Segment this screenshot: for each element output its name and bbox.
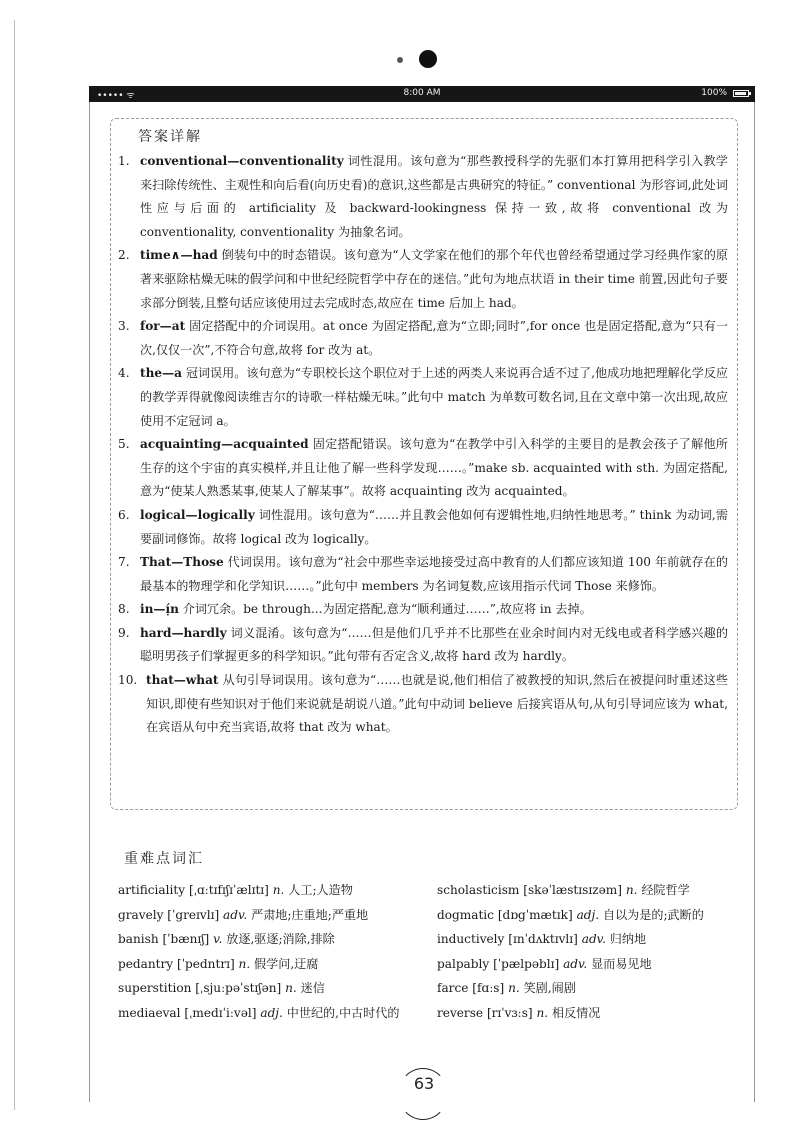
- vocab-entry: [437, 976, 739, 1001]
- answer-correction: That—Those: [140, 555, 224, 570]
- vocab-pos: adv.: [581, 932, 606, 947]
- answer-list: [118, 150, 728, 740]
- vocab-meaning: 经院哲学: [641, 883, 690, 897]
- vocab-ipa: [rɪˈvɜːs]: [486, 1005, 533, 1020]
- answer-correction: the—a: [140, 366, 183, 381]
- vocab-ipa: [ˌmedɪˈiːvəl]: [184, 1005, 257, 1020]
- vocab-meaning: 人工;人造物: [288, 883, 353, 897]
- vocab-meaning: 中世纪的,中古时代的: [286, 1005, 400, 1020]
- answer-correction: hard—hardly: [140, 625, 227, 640]
- answer-explanation: 从句引导词误用。该句意为“……也就是说,他们相信了被教授的知识,然后在被提问时重述这些知识,即使有些知识对于他们来说就是胡说八道。”此句中动词 believe 后接宾语从句,从句引导词应该为 what,在宾语从句中充当宾语,故将 that 改为 what。: [146, 673, 728, 735]
- vocab-ipa: [ˌɑːtɪfɪʃɪˈælɪtɪ]: [188, 883, 269, 897]
- status-time: 8:00 AM: [403, 88, 441, 98]
- vocab-pos: n.: [536, 1005, 549, 1020]
- status-bar: [89, 86, 755, 102]
- vocab-word: inductively: [437, 932, 505, 947]
- answer-item: [118, 551, 728, 598]
- answer-number: 3.: [118, 319, 130, 334]
- vocab-pos: n.: [625, 883, 638, 897]
- page-number: 63: [413, 1074, 435, 1093]
- vocab-entry: [118, 1001, 418, 1026]
- vocab-pos: adv.: [223, 907, 248, 922]
- vocab-word: pedantry: [118, 956, 174, 971]
- answer-explanation: 词性混用。该句意为“那些教授科学的先驱们本打算用把科学引入教学来扫除传统性、主观性和向后看(向历史看)的意识,这些都是古典研究的特征。” conventional 为形容词,此处词性应与后面的 artificiality 及 backward-lookingness 保持一致,故将 conventional 改为 conventionality, conventionality 为抽象名词。: [140, 154, 728, 239]
- vocab-ipa: [ˈbænɪʃ]: [162, 932, 210, 947]
- vocab-word: farce: [437, 981, 469, 996]
- answer-number: 1.: [118, 154, 130, 168]
- answer-correction: conventional—conventionality: [140, 154, 344, 168]
- answer-correction: that—what: [146, 673, 219, 688]
- answer-explanation: 代词误用。该句意为“社会中那些幸运地接受过高中教育的人们都应该知道 100 年前就存在的最基本的物理学和化学知识……。”此句中 members 为名词复数,应该用指示代词 Those 来修饰。: [140, 555, 728, 593]
- vocab-pos: n.: [508, 981, 520, 996]
- vocab-entry: [437, 878, 739, 903]
- vocab-entry: [118, 903, 418, 928]
- answer-number: 10.: [118, 673, 138, 688]
- vocab-pos: n.: [272, 883, 285, 897]
- vocab-entry: [437, 903, 739, 928]
- answer-item: [118, 622, 728, 669]
- vocab-word: artificiality: [118, 883, 186, 897]
- answer-number: 4.: [118, 366, 130, 381]
- vocab-list-right: [437, 878, 739, 1026]
- vocab-word: dogmatic: [437, 907, 494, 922]
- answer-correction: in—ị́n: [140, 602, 179, 617]
- vocab-entry: [118, 952, 418, 977]
- vocab-word: gravely: [118, 907, 164, 922]
- vocab-ipa: [ˈpedntrɪ]: [176, 956, 235, 971]
- vocab-list-left: [118, 878, 418, 1026]
- vocab-meaning: 放逐,驱逐;消除,排除: [226, 932, 335, 947]
- vocab-meaning: 自以为是的;武断的: [602, 907, 704, 922]
- vocab-pos: n.: [238, 956, 251, 971]
- answer-item: [118, 598, 728, 622]
- vocab-meaning: 相反情况: [551, 1005, 601, 1020]
- answer-correction: time∧—had: [140, 248, 218, 263]
- answer-explanation: 固定搭配中的介词误用。at once 为固定搭配,意为“立即;同时”,for once 也是固定搭配,意为“只有一次,仅仅一次”,不符合句意,故将 for 改为 at。: [140, 319, 728, 357]
- vocab-word: superstition: [118, 981, 192, 996]
- answer-explanation: 固定搭配错误。该句意为“在教学中引入科学的主要目的是教会孩子了解他所生存的这个宇宙的真实模样,并且让他了解一些科学发现……。”make sb. acquainted with sth. 为固定搭配,意为“使某人熟悉某事,使某人了解某事”。故将 acquainting 改为 acquainted。: [140, 437, 728, 499]
- vocab-entry: [118, 976, 418, 1001]
- vocab-meaning: 假学问,迂腐: [254, 956, 319, 971]
- vocab-ipa: [ˈpælpəblɪ]: [493, 956, 560, 971]
- answer-correction: acquainting—acquainted: [140, 437, 309, 452]
- vocab-word: banish: [118, 932, 159, 947]
- signal-icon: ••••• ᯤ: [97, 91, 135, 101]
- answer-number: 2.: [118, 248, 130, 263]
- answer-item: [118, 150, 728, 244]
- vocab-entry: [118, 927, 418, 952]
- vocabulary-title: 重难点词汇: [124, 851, 204, 867]
- vocab-meaning: 归纳地: [609, 932, 647, 947]
- vocab-word: reverse: [437, 1005, 484, 1020]
- answer-explanation: 介词冗余。be through...为固定搭配,意为“顺利通过……”,故应将 in 去掉。: [178, 602, 592, 617]
- battery-icon: [733, 90, 749, 97]
- answer-item: [118, 669, 728, 740]
- vocab-entry: [118, 878, 418, 903]
- answer-number: 9.: [118, 625, 130, 640]
- vocab-meaning: 迷信: [300, 981, 325, 996]
- page-edge-rule: [14, 20, 15, 1110]
- vocab-word: palpably: [437, 956, 490, 971]
- answer-explanation: 词性混用。该句意为“……并且教会他如何有逻辑性地,归纳性地思考。” think 为动词,需要副词修饰。故将 logical 改为 logically。: [140, 507, 728, 546]
- answer-item: [118, 362, 728, 433]
- vocab-ipa: [ˈgreɪvlɪ]: [167, 907, 220, 922]
- vocab-pos: v.: [213, 932, 223, 947]
- answer-explanation: 倒装句中的时态错误。该句意为“人文学家在他们的那个年代也曾经希望通过学习经典作家的原著来驱除枯燥无味的假学问和中世纪经院哲学中存在的迷信。”此句为地点状语 in their time 前置,因此句子要求部分倒装,且整句话应该使用过去完成时态,故应在 time 后加上 had。: [140, 248, 728, 310]
- answer-item: [118, 504, 728, 551]
- answer-item: [118, 315, 728, 362]
- answer-number: 8.: [118, 602, 130, 617]
- answer-correction: for—at: [140, 319, 186, 334]
- camera-dot: [419, 50, 437, 68]
- vocab-meaning: 严肃地;庄重地;严重地: [251, 907, 369, 922]
- vocab-meaning: 显而易见地: [591, 956, 652, 971]
- answer-correction: logical—logically: [140, 507, 255, 522]
- vocab-pos: adj.: [576, 907, 600, 922]
- answers-title: 答案详解: [138, 129, 202, 145]
- vocab-ipa: [fɑːs]: [472, 981, 505, 996]
- vocab-word: scholasticism: [437, 883, 520, 897]
- answer-item: [118, 433, 728, 504]
- vocab-entry: [437, 1001, 739, 1026]
- vocab-pos: n.: [285, 981, 297, 996]
- vocab-pos: adv.: [563, 956, 588, 971]
- answer-number: 6.: [118, 507, 130, 522]
- vocab-entry: [437, 927, 739, 952]
- answer-explanation: 冠词误用。该句意为“专职校长这个职位对于上述的两类人来说再合适不过了,他成功地把理解化学反应的教学弄得就像阅读维吉尔的诗歌一样枯燥无味。”此句中 match 为单数可数名词,且在文章中第一次出现,故应使用不定冠词 a。: [140, 366, 729, 428]
- answer-explanation: 词义混淆。该句意为“……但是他们几乎并不比那些在业余时间内对无线电或者科学感兴趣的聪明男孩子们掌握更多的科学知识。”此句带有否定含义,故将 hard 改为 hardly。: [140, 625, 728, 664]
- vocab-ipa: [ˌsjuːpəˈstɪʃən]: [195, 981, 282, 996]
- vocab-meaning: 笑剧,闹剧: [523, 981, 576, 996]
- battery-percent: 100%: [701, 88, 727, 98]
- sensor-dot: [397, 57, 403, 63]
- vocab-word: mediaeval: [118, 1005, 181, 1020]
- vocab-ipa: [ɪnˈdʌktɪvlɪ]: [508, 932, 578, 947]
- vocab-entry: [437, 952, 739, 977]
- answer-item: [118, 244, 728, 315]
- vocab-ipa: [dɒgˈmætɪk]: [497, 907, 573, 922]
- vocab-ipa: [skəˈlæstɪsɪzəm]: [523, 883, 622, 897]
- answer-number: 5.: [118, 437, 130, 452]
- vocab-pos: adj.: [260, 1005, 283, 1020]
- answer-number: 7.: [118, 555, 130, 570]
